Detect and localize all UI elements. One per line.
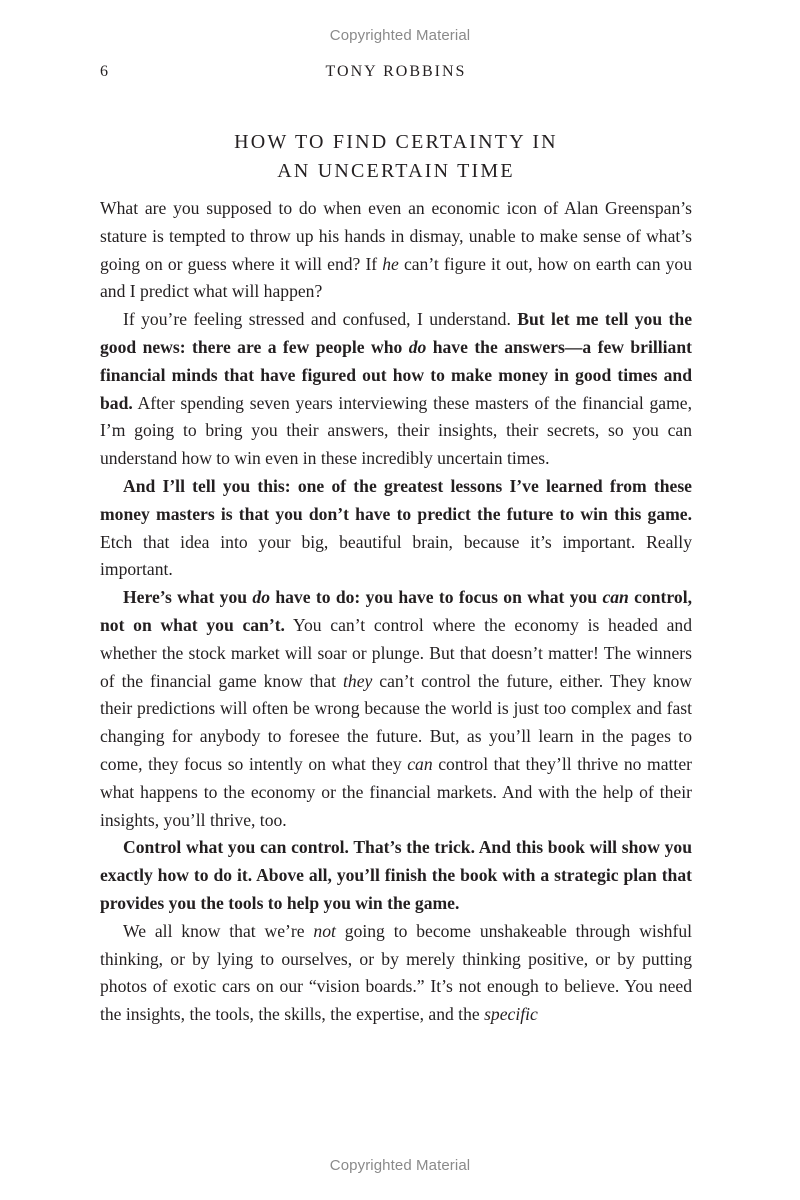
- italic-run: not: [313, 920, 336, 941]
- page-number: 6: [100, 63, 108, 80]
- bold-italic-run: can: [602, 587, 629, 608]
- paragraph-6: [100, 918, 692, 1029]
- text-run: Etch that idea into your big, beautiful brain, because it’s important. Really important.: [100, 531, 692, 580]
- copyright-watermark-bottom: Copyrighted Material: [329, 1157, 471, 1174]
- bold-run: And I’ll tell you this: one of the greatest lessons I’ve learned from these money masters is that you don’t have to predict the future to win this game.: [100, 475, 692, 524]
- bold-run: Control what you can control. That’s the trick. And this book will show you exactly how to do it. Above all, you’ll finish the book with a strategic plan that provides you the tools to help you win the game.: [100, 837, 692, 913]
- text-run: After spending seven years interviewing these masters of the financial game, I’m going to bring you their answers, their insights, their secrets, so you can understand how to win even in these incredibly uncertain times.: [100, 392, 692, 469]
- paragraph-3: [100, 473, 692, 584]
- text-run: control that they’ll thrive no matter what happens to the economy or the financial markets. And with the help of their insights, you’ll thrive, too.: [100, 753, 692, 830]
- section-heading-line-1: HOW TO FIND CERTAINTY IN: [234, 131, 558, 153]
- bold-text-run: have the answers—a few brilliant financial minds that have figured out how to make money in good times and bad.: [100, 336, 692, 413]
- text-run: If you’re feeling stressed and confused, I understand.: [123, 309, 518, 330]
- paragraph-4: [100, 584, 692, 834]
- body-text: [100, 195, 692, 1029]
- text-run: can’t control the future, either. They know their predictions will often be wrong because the world is just too complex and fast changing for anybody to foresee the future. But, as you’ll learn in the pages to come, they focus so intently on what they: [100, 670, 692, 774]
- italic-run: he: [382, 253, 399, 274]
- text-run: We all know that we’re: [123, 920, 314, 941]
- text-run: What are you supposed to do when even an economic icon of Alan Greenspan’s stature is tempted to throw up his hands in dismay, unable to make sense of what’s going on or guess where it will end? If: [100, 198, 692, 274]
- running-header: [100, 63, 692, 87]
- running-title: TONY ROBBINS: [325, 63, 467, 80]
- text-run: You can’t control where the economy is headed and whether the stock market will soar or plunge. But that doesn’t matter! The winners of the financial game know that: [100, 614, 692, 691]
- bold-text-run: control, not on what you can’t.: [100, 587, 692, 635]
- text-run: can’t figure it out, how on earth can you and I predict what will happen?: [100, 253, 692, 302]
- italic-run: can: [407, 753, 433, 774]
- copyright-watermark-top: Copyrighted Material: [329, 27, 471, 44]
- text-run: going to become unshakeable through wishful thinking, or by lying to ourselves, or by merely thinking positive, or by putting photos of exotic cars on our “vision boards.” It’s not enough to believe. You need the insights, the tools, the skills, the expertise, and the: [100, 920, 693, 1025]
- section-heading-line-2: AN UNCERTAIN TIME: [277, 160, 515, 182]
- paragraph-5: [100, 834, 692, 917]
- bold-italic-run: do: [408, 336, 427, 357]
- bold-text-run: have to do: you have to focus on what you: [269, 587, 603, 608]
- italic-run: they: [343, 670, 373, 691]
- italic-run: specific: [484, 1004, 538, 1025]
- bold-italic-run: do: [252, 587, 270, 608]
- bold-text-run: Here’s what you: [123, 587, 253, 608]
- section-heading: [100, 128, 692, 186]
- paragraph-1: [100, 195, 692, 306]
- bold-text-run: But let me tell you the good news: there are a few people who: [100, 309, 693, 357]
- paragraph-2: [100, 306, 692, 473]
